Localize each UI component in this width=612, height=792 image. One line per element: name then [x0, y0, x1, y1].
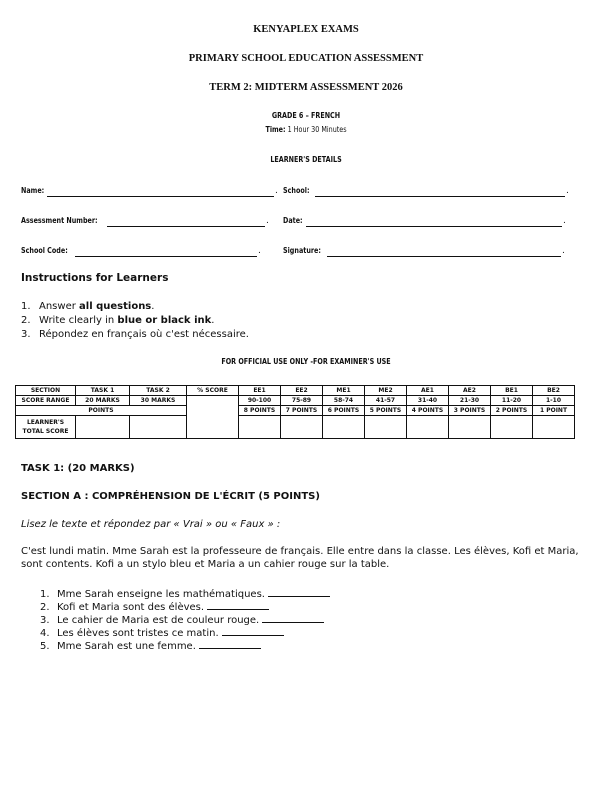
points-ae2: 3 POINTS [449, 406, 491, 416]
table-row [16, 406, 575, 416]
time-label: Time: [265, 125, 286, 134]
assessment-number-line[interactable] [107, 226, 265, 227]
name-field-line[interactable] [47, 196, 274, 197]
assessment-title: PRIMARY SCHOOL EDUCATION ASSESSMENT [188, 53, 424, 64]
score-cell-ae2[interactable] [449, 416, 491, 439]
points-be1: 2 POINTS [491, 406, 533, 416]
signature-label: Signature: [283, 246, 321, 255]
school-code-line[interactable] [75, 256, 257, 257]
section-a-instruction: Lisez le texte et répondez par « Vrai » ou « Faux » : [21, 519, 281, 530]
table-row [16, 386, 575, 396]
school-code-label: School Code: [21, 246, 68, 255]
task1-score-cell[interactable] [76, 416, 130, 439]
range-ae2: 21-30 [449, 396, 491, 406]
official-score-table [15, 385, 575, 439]
instruction-item-1: 1. Answer all questions. [21, 301, 155, 312]
name-field-label: Name: [21, 186, 45, 195]
task2-header: TASK 2 [130, 386, 187, 396]
score-cell-ee1[interactable] [239, 416, 281, 439]
school-field-end: . [566, 186, 569, 196]
level-ae2: AE2 [449, 386, 491, 396]
question-1: 1. Mme Sarah enseigne les mathématiques. [40, 588, 330, 600]
level-ee1: EE1 [239, 386, 281, 396]
score-cell-me1[interactable] [323, 416, 365, 439]
level-me2: ME2 [365, 386, 407, 396]
range-be1: 11-20 [491, 396, 533, 406]
signature-end: . [562, 246, 565, 256]
question-2: 2. Kofi et Maria sont des élèves. [40, 601, 269, 613]
learner-total-label: LEARNER'S TOTAL SCORE [16, 416, 76, 439]
date-field-end: . [563, 216, 566, 226]
task2-score-cell[interactable] [130, 416, 187, 439]
range-ee1: 90-100 [239, 396, 281, 406]
points-me2: 5 POINTS [365, 406, 407, 416]
level-be2: BE2 [533, 386, 575, 396]
grade-subject: GRADE 6 – FRENCH [271, 111, 341, 120]
table-row [16, 396, 575, 406]
score-cell-me2[interactable] [365, 416, 407, 439]
question-5: 5. Mme Sarah est une femme. [40, 640, 261, 652]
range-be2: 1-10 [533, 396, 575, 406]
school-field-label: School: [283, 186, 310, 195]
level-ee2: EE2 [281, 386, 323, 396]
school-code-end: . [258, 246, 261, 256]
instructions-title: Instructions for Learners [21, 272, 169, 284]
section-a-heading: SECTION A : COMPRÉHENSION DE L'ÉCRIT (5 POINTS) [21, 491, 320, 502]
answer-blank-4[interactable] [222, 627, 284, 636]
task2-marks: 30 MARKS [130, 396, 187, 406]
school-field-line[interactable] [315, 196, 565, 197]
instruction-item-2: 2. Write clearly in blue or black ink. [21, 315, 215, 326]
points-me1: 6 POINTS [323, 406, 365, 416]
answer-blank-2[interactable] [207, 601, 269, 610]
range-ee2: 75-89 [281, 396, 323, 406]
score-cell-be1[interactable] [491, 416, 533, 439]
score-cell-be2[interactable] [533, 416, 575, 439]
range-ae1: 31-40 [407, 396, 449, 406]
learner-details-heading: LEARNER'S DETAILS [270, 155, 342, 164]
points-ee2: 7 POINTS [281, 406, 323, 416]
level-be1: BE1 [491, 386, 533, 396]
task1-marks: 20 MARKS [76, 396, 130, 406]
points-ae1: 4 POINTS [407, 406, 449, 416]
time-allowed [61, 125, 551, 134]
time-value: 1 Hour 30 Minutes [285, 125, 347, 134]
term-title: TERM 2: MIDTERM ASSESSMENT 2026 [209, 82, 403, 93]
score-range-label: SCORE RANGE [16, 396, 76, 406]
table-row [16, 416, 575, 439]
task1-header: TASK 1 [76, 386, 130, 396]
percent-score-cell[interactable] [187, 396, 239, 439]
score-cell-ae1[interactable] [407, 416, 449, 439]
date-field-line[interactable] [306, 226, 562, 227]
instruction-item-3: 3. Répondez en français où c'est nécessaire. [21, 329, 249, 340]
points-ee1: 8 POINTS [239, 406, 281, 416]
score-cell-ee2[interactable] [281, 416, 323, 439]
date-field-label: Date: [283, 216, 303, 225]
signature-line[interactable] [327, 256, 561, 257]
name-field-end: . [275, 186, 278, 196]
question-3: 3. Le cahier de Maria est de couleur rouge. [40, 614, 324, 626]
points-label: POINTS [16, 406, 187, 416]
reading-passage: C'est lundi matin. Mme Sarah est la professeure de français. Elle entre dans la classe. Les élèves, Kofi et Maria, sont contents. Kofi a un stylo bleu et Maria a un cahier rouge sur la table. [21, 546, 579, 570]
answer-blank-1[interactable] [268, 588, 330, 597]
level-ae1: AE1 [407, 386, 449, 396]
range-me1: 58-74 [323, 396, 365, 406]
range-me2: 41-57 [365, 396, 407, 406]
org-title: KENYAPLEX EXAMS [253, 24, 359, 35]
assessment-number-label: Assessment Number: [21, 216, 98, 225]
task1-heading: TASK 1: (20 MARKS) [21, 463, 135, 474]
assessment-number-end: . [266, 216, 269, 226]
level-me1: ME1 [323, 386, 365, 396]
section-header: SECTION [16, 386, 76, 396]
answer-blank-3[interactable] [262, 614, 324, 623]
points-be2: 1 POINT [533, 406, 575, 416]
percent-score-header: % SCORE [187, 386, 239, 396]
question-4: 4. Les élèves sont tristes ce matin. [40, 627, 284, 639]
answer-blank-5[interactable] [199, 640, 261, 649]
official-use-heading: FOR OFFICIAL USE ONLY -FOR EXAMINER'S USE [221, 357, 391, 366]
